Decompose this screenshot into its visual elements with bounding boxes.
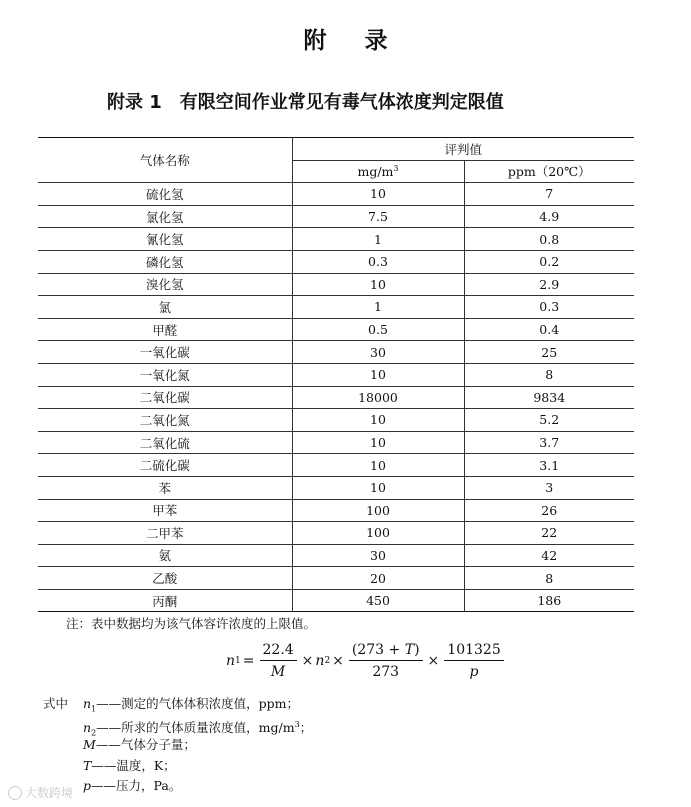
ppm-value-cell: 4.9 [464,205,634,228]
definition-symbol: n [83,719,92,735]
table-row [38,454,634,477]
gas-name-cell: 溴化氢 [38,273,292,296]
definition-symbol-sub: 2 [91,728,97,737]
mg-value-cell: 30 [292,544,464,567]
ppm-value-cell: 9834 [464,386,634,409]
ppm-value-cell: 26 [464,499,634,522]
mg-value-cell: 0.3 [292,250,464,273]
ppm-value-cell: 186 [464,589,634,612]
gas-name-cell: 二氧化碳 [38,386,292,409]
table-row [38,296,634,319]
fraction-3-denominator: p [469,664,479,680]
gas-name-cell: 甲醛 [38,318,292,341]
table-row [38,386,634,409]
table-row [38,183,634,206]
formula-mid-var: n [315,653,325,669]
definition-symbol: n [83,696,92,711]
gas-name-cell: 氰化氢 [38,228,292,251]
mg-value-cell: 18000 [292,386,464,409]
formula-times-2: × [332,653,344,669]
conversion-formula [226,642,507,680]
definition-row [43,694,312,715]
formula-lhs-var: n [226,653,236,669]
mg-value-cell: 30 [292,341,464,364]
ppm-value-cell: 0.2 [464,250,634,273]
gas-name-cell: 二氧化氮 [38,409,292,432]
judgment-value-header: 评判值 [292,138,634,161]
ppm-value-cell: 3.1 [464,454,634,477]
table-row [38,499,634,522]
mg-value-cell: 10 [292,363,464,386]
ppm-value-cell: 0.8 [464,228,634,251]
mg-unit-base: mg/m [357,163,394,179]
definition-tail: ； [299,719,313,735]
formula-mid-sub: 2 [324,656,331,666]
mg-value-cell: 20 [292,567,464,590]
table-row [38,589,634,612]
mg-value-cell: 0.5 [292,318,464,341]
table-row [38,567,634,590]
gas-name-cell: 丙酮 [38,589,292,612]
fraction-2-denominator: 273 [372,664,400,680]
ppm-value-cell: 25 [464,341,634,364]
formula-fraction-3 [444,642,503,680]
table-row [38,476,634,499]
gas-name-cell: 氯 [38,296,292,319]
gas-name-cell: 硫化氢 [38,183,292,206]
definition-text: ——压力，Pa。 [91,778,182,793]
gas-name-cell: 氨 [38,544,292,567]
fraction-2-close: ) [414,642,420,658]
ppm-value-cell: 3 [464,476,634,499]
table-row [38,341,634,364]
definition-unit-sup: 3 [294,719,300,729]
mg-value-cell: 10 [292,476,464,499]
fraction-1-numerator: 22.4 [260,642,297,661]
ppm-value-cell: 42 [464,544,634,567]
definition-text: ——测定的气体体积浓度值，ppm； [96,696,300,711]
ppm-value-cell: 8 [464,567,634,590]
table-row [38,273,634,296]
table-row [38,318,634,341]
ppm-value-cell: 3.7 [464,431,634,454]
gas-name-cell: 二氧化硫 [38,431,292,454]
mg-value-cell: 1 [292,296,464,319]
fraction-3-numerator: 101325 [444,642,503,661]
fraction-2-open: (273 + [351,642,405,658]
formula-times-3: × [427,653,440,669]
ppm-value-cell: 22 [464,522,634,545]
watermark [8,784,73,801]
fraction-2-var: T [404,642,415,658]
definition-lead: 式中 [43,696,69,711]
table-row [38,250,634,273]
mg-unit-sup: 3 [393,163,399,173]
formula-times-1: × [301,653,314,669]
mg-value-cell: 1 [292,228,464,251]
ppm-value-cell: 2.9 [464,273,634,296]
definition-symbol: M [83,737,96,752]
ppm-value-cell: 0.4 [464,318,634,341]
fraction-1-denominator: M [270,664,286,680]
definition-row [43,776,312,797]
table-row [38,363,634,386]
ppm-unit-header: ppm（20℃） [464,160,634,183]
table-row [38,205,634,228]
definition-text: ——所求的气体质量浓度值，mg/m [96,719,295,735]
table-row [38,544,634,567]
page-title: 附录 [303,28,426,54]
mg-value-cell: 10 [292,409,464,432]
ppm-value-cell: 7 [464,183,634,206]
gas-name-cell: 二甲苯 [38,522,292,545]
mg-value-cell: 100 [292,522,464,545]
gas-name-cell: 氯化氢 [38,205,292,228]
table-row [38,522,634,545]
gas-name-header: 气体名称 [38,138,292,183]
gas-name-cell: 二硫化碳 [38,454,292,477]
formula-definitions [43,694,312,797]
appendix-subtitle: 附录 1 有限空间作业常见有毒气体浓度判定限值 [107,92,504,113]
gas-name-cell: 一氧化氮 [38,363,292,386]
watermark-text: 大数跨境 [25,786,74,800]
mg-value-cell: 10 [292,454,464,477]
definition-row [43,735,312,756]
mg-value-cell: 10 [292,183,464,206]
watermark-logo-icon [8,786,22,800]
formula-fraction-2 [349,642,423,680]
definition-symbol: p [83,778,92,793]
ppm-value-cell: 0.3 [464,296,634,319]
formula-equals: = [242,653,255,669]
gas-name-cell: 一氧化碳 [38,341,292,364]
definition-symbol: T [83,757,92,773]
definition-row [43,715,312,736]
table-note: 注：表中数据均为该气体容许浓度的上限值。 [66,616,317,631]
mg-value-cell: 10 [292,431,464,454]
fraction-2-numerator [349,642,423,661]
definition-symbol-sub: 1 [91,704,97,714]
gas-name-cell: 乙酸 [38,567,292,590]
definition-text: ——气体分子量； [95,737,196,752]
toxic-gas-limits-table [38,137,634,612]
table-header-row [38,138,634,161]
formula-lhs-sub: 1 [235,656,241,666]
mg-value-cell: 100 [292,499,464,522]
mg-value-cell: 7.5 [292,205,464,228]
ppm-value-cell: 8 [464,363,634,386]
gas-name-cell: 苯 [38,476,292,499]
definition-text: ——温度，K； [91,757,176,773]
definition-row [43,756,312,777]
gas-name-cell: 甲苯 [38,499,292,522]
mg-unit-header [292,160,464,183]
mg-value-cell: 10 [292,273,464,296]
mg-value-cell: 450 [292,589,464,612]
ppm-value-cell: 5.2 [464,409,634,432]
table-row [38,409,634,432]
gas-name-cell: 磷化氢 [38,250,292,273]
table-row [38,431,634,454]
table-row [38,228,634,251]
formula-fraction-1 [260,642,297,680]
